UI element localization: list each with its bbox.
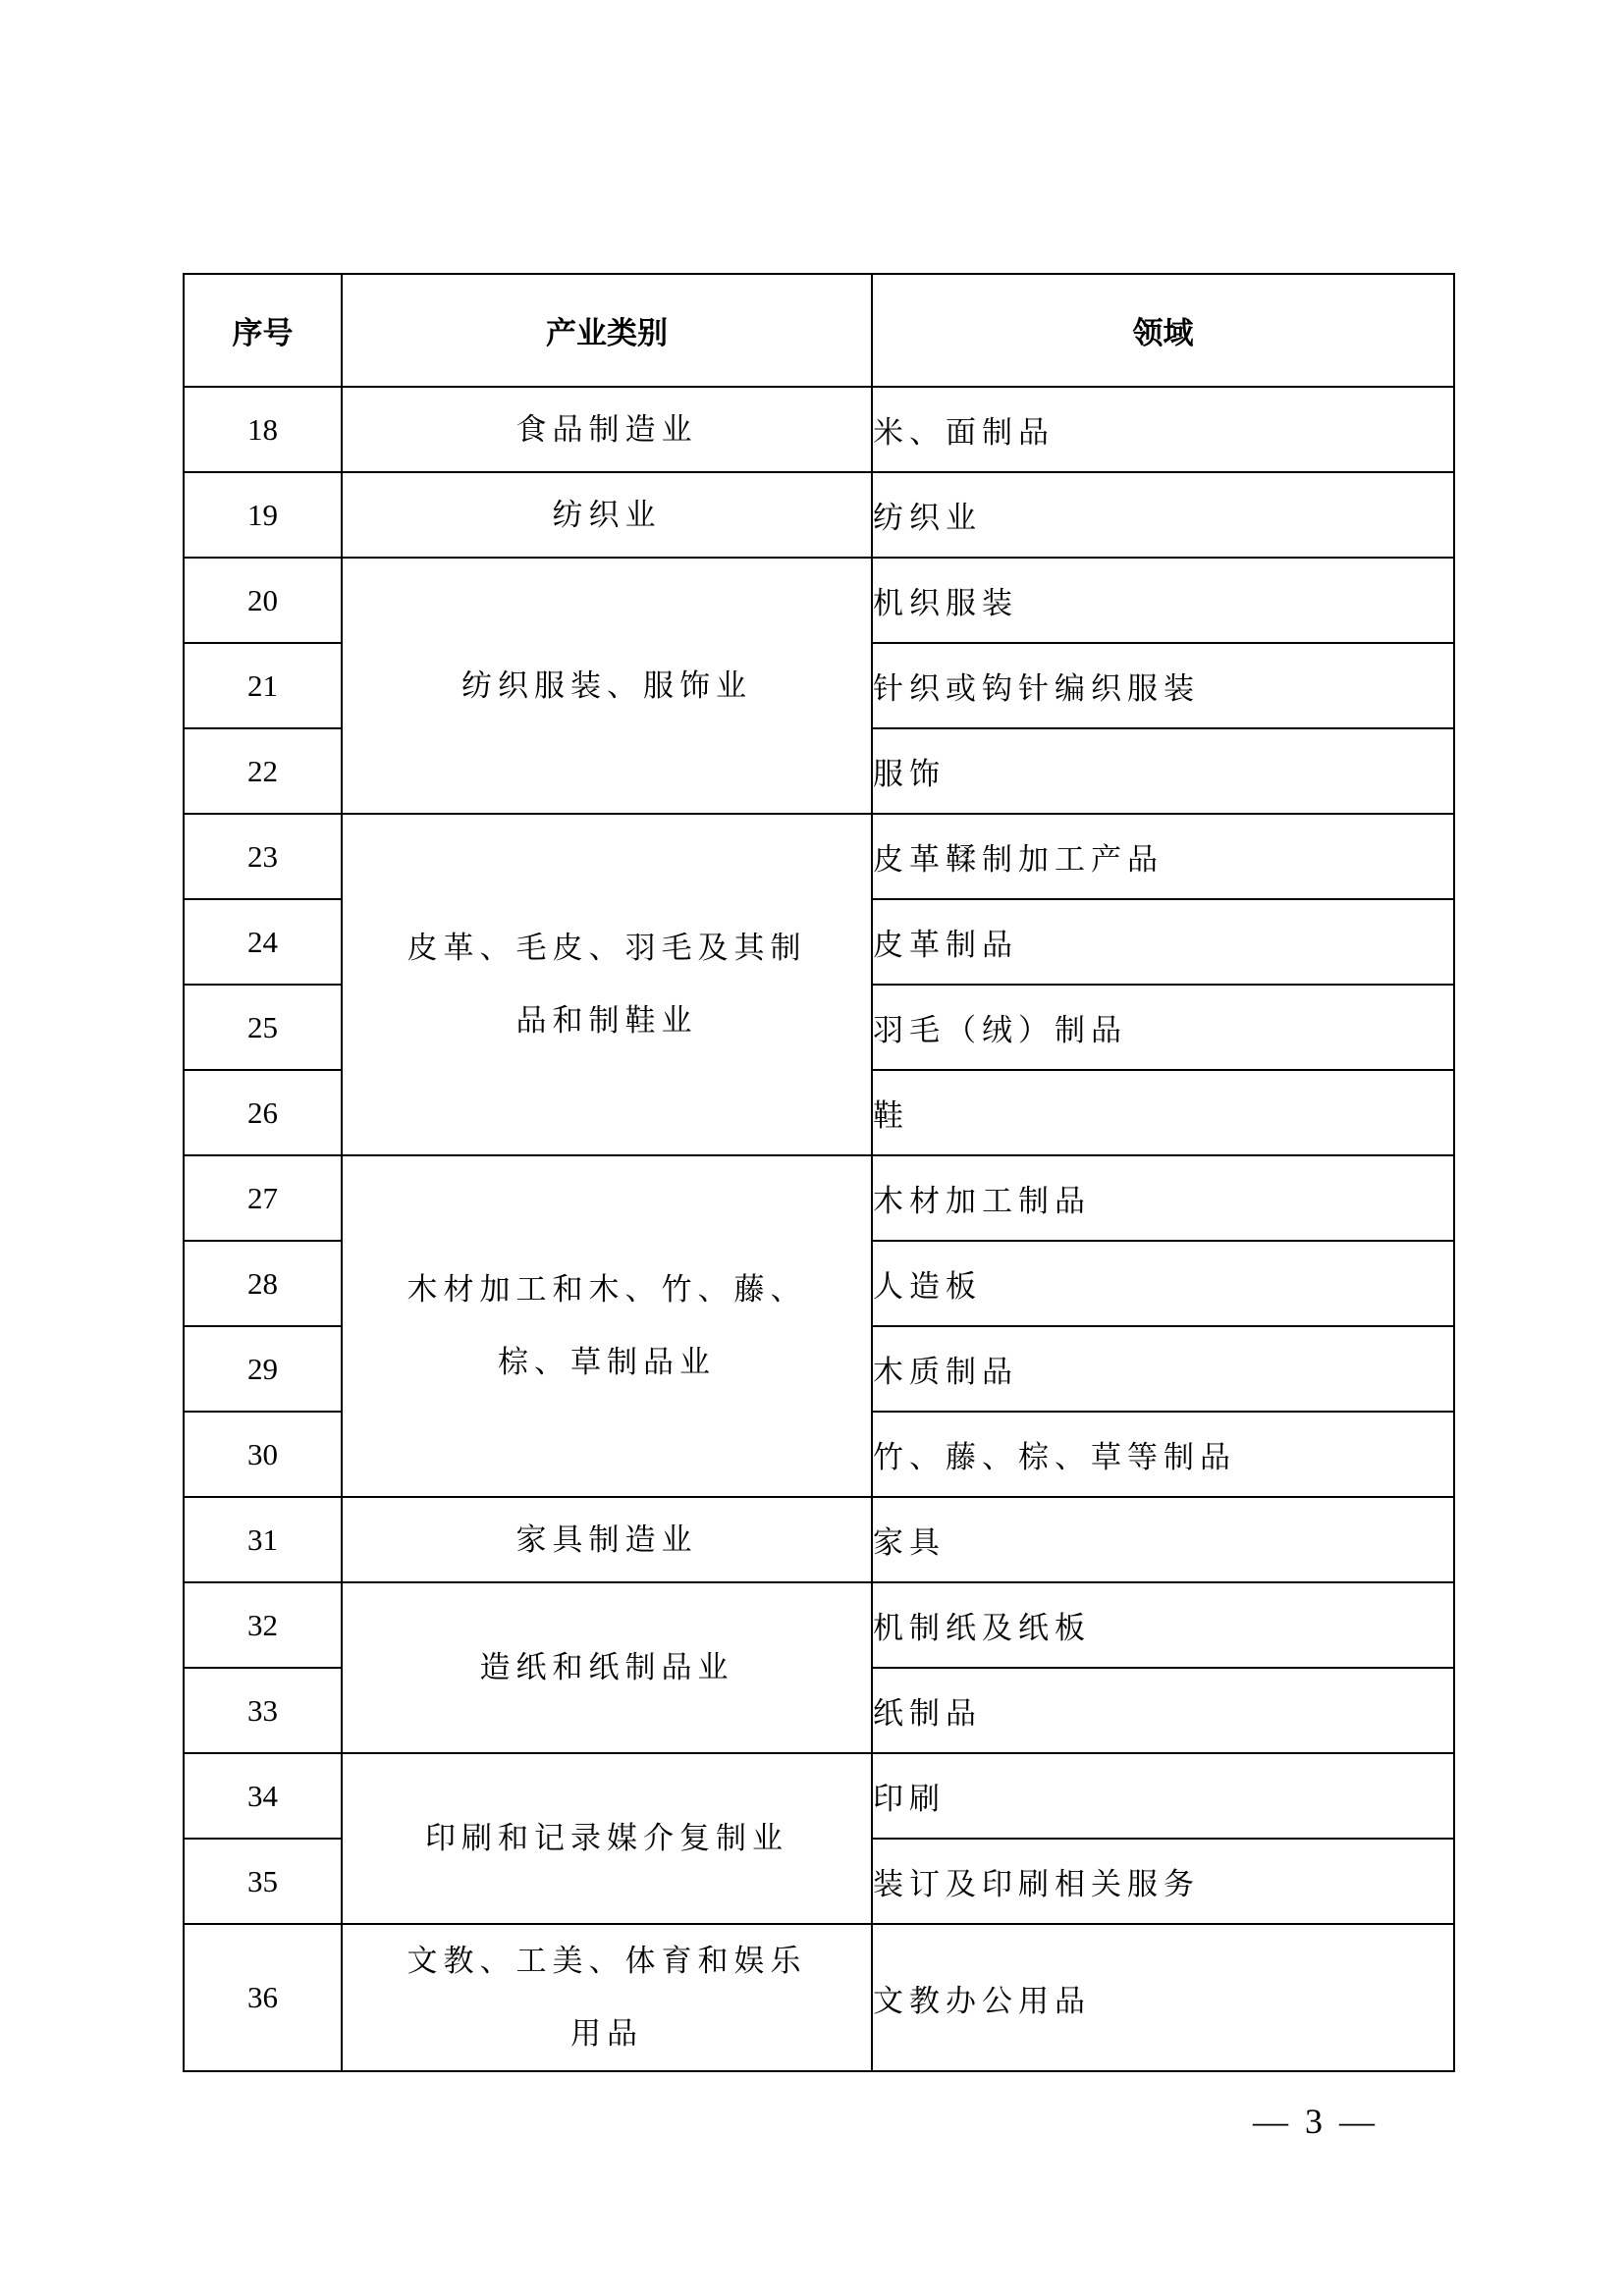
page-number: — 3 —: [1253, 2102, 1379, 2141]
table-header-row: [184, 274, 1454, 387]
category-text: 造纸和纸制品业: [479, 1650, 734, 1685]
row-number: 23: [184, 814, 342, 899]
row-number: 30: [184, 1412, 342, 1497]
field-cell: 木质制品: [872, 1326, 1454, 1412]
table-row: [184, 387, 1454, 472]
category-cell: [342, 472, 872, 558]
field-cell: 针织或钩针编织服装: [872, 643, 1454, 728]
category-cell: [342, 558, 872, 814]
field-cell: 羽毛（绒）制品: [872, 985, 1454, 1070]
field-cell: 竹、藤、棕、草等制品: [872, 1412, 1454, 1497]
row-number: 33: [184, 1668, 342, 1753]
category-text: 皮革、毛皮、羽毛及其制品和制鞋业: [406, 931, 807, 1039]
table-row: [184, 1155, 1454, 1241]
category-cell: [342, 1497, 872, 1582]
field-cell: 文教办公用品: [872, 1924, 1454, 2071]
field-cell: 纸制品: [872, 1668, 1454, 1753]
row-number: 36: [184, 1924, 342, 2071]
row-number: 25: [184, 985, 342, 1070]
category-cell: [342, 1924, 872, 2071]
category-cell: [342, 387, 872, 472]
row-number: 26: [184, 1070, 342, 1155]
field-cell: 印刷: [872, 1753, 1454, 1839]
table-row: [184, 1582, 1454, 1668]
category-cell: [342, 814, 872, 1155]
field-cell: 机织服装: [872, 558, 1454, 643]
field-cell: 装订及印刷相关服务: [872, 1839, 1454, 1924]
row-number: 35: [184, 1839, 342, 1924]
field-cell: 家具: [872, 1497, 1454, 1582]
row-number: 34: [184, 1753, 342, 1839]
table-row: [184, 472, 1454, 558]
field-cell: 机制纸及纸板: [872, 1582, 1454, 1668]
field-cell: 木材加工制品: [872, 1155, 1454, 1241]
field-cell: 服饰: [872, 728, 1454, 814]
row-number: 32: [184, 1582, 342, 1668]
row-number: 22: [184, 728, 342, 814]
field-cell: 皮革鞣制加工产品: [872, 814, 1454, 899]
table-row: [184, 814, 1454, 899]
table-row: [184, 1753, 1454, 1839]
table-row: [184, 1497, 1454, 1582]
header-serial: 序号: [184, 274, 342, 387]
category-cell: [342, 1582, 872, 1753]
field-cell: 纺织业: [872, 472, 1454, 558]
industry-table: [183, 273, 1455, 2072]
row-number: 27: [184, 1155, 342, 1241]
category-text: 纺织服装、服饰业: [461, 667, 752, 704]
category-text: 纺织业: [552, 497, 662, 533]
table-row: [184, 1924, 1454, 2071]
category-cell: [342, 1155, 872, 1497]
row-number: 24: [184, 899, 342, 985]
field-cell: 米、面制品: [872, 387, 1454, 472]
row-number: 29: [184, 1326, 342, 1412]
category-text: 印刷和记录媒介复制业: [425, 1821, 788, 1856]
header-field: 领域: [872, 274, 1454, 387]
row-number: 28: [184, 1241, 342, 1326]
row-number: 18: [184, 387, 342, 472]
field-cell: 人造板: [872, 1241, 1454, 1326]
field-cell: 皮革制品: [872, 899, 1454, 985]
category-text: 文教、工美、体育和娱乐用品: [406, 1944, 807, 2052]
header-category: 产业类别: [342, 274, 872, 387]
row-number: 19: [184, 472, 342, 558]
category-cell: [342, 1753, 872, 1924]
category-text: 食品制造业: [515, 411, 698, 448]
category-text: 木材加工和木、竹、藤、棕、草制品业: [406, 1272, 807, 1380]
row-number: 20: [184, 558, 342, 643]
table-row: [184, 558, 1454, 643]
row-number: 21: [184, 643, 342, 728]
field-cell: 鞋: [872, 1070, 1454, 1155]
category-text: 家具制造业: [515, 1522, 698, 1558]
row-number: 31: [184, 1497, 342, 1582]
